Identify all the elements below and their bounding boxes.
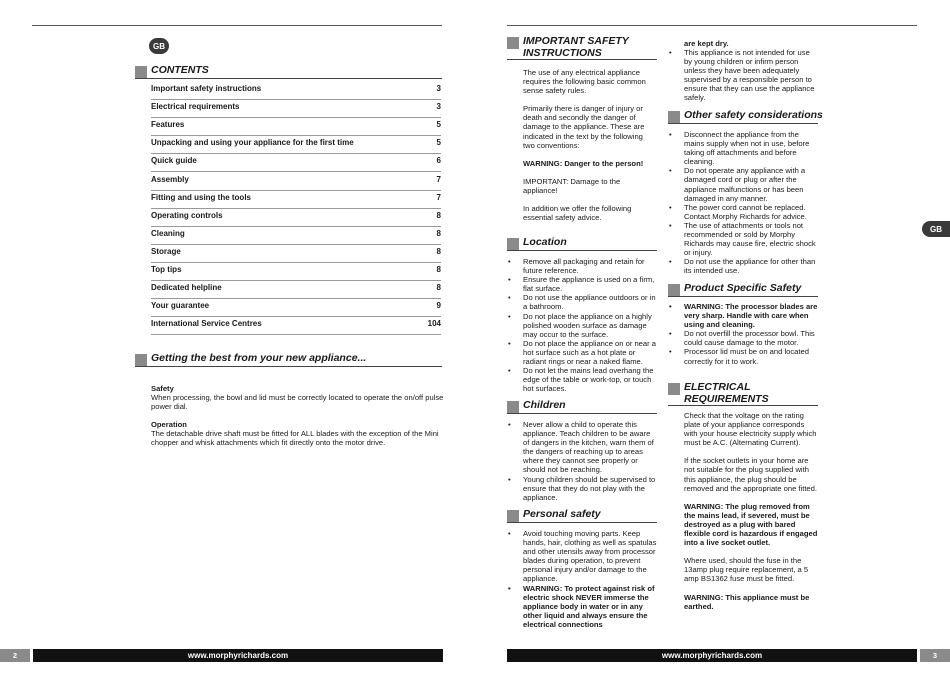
heading-square-icon [507, 401, 519, 413]
contents-heading [135, 65, 442, 79]
left-page-number: 2 [0, 649, 30, 662]
toc-row [151, 100, 441, 118]
other-heading [668, 109, 823, 124]
electrical-warning2: WARNING: This appliance must be earthed. [684, 592, 810, 611]
list-item: • Do not operate any appliance with a damaged cord or plug or after the appliance malfunctions or has been damaged in any manner. [669, 166, 819, 202]
toc-label: Features [151, 120, 185, 130]
list-item: • Never allow a child to operate this appliance. Teach children to be aware of dangers in the kitchen, warn them of the dangers of reaching up to areas where they cannot see properly or should not be reaching. [508, 420, 658, 475]
toc-label: Electrical requirements [151, 102, 240, 112]
toc-page-number: 3 [436, 84, 441, 93]
location-list [508, 257, 658, 393]
personal-heading [507, 509, 657, 523]
product-list [669, 302, 819, 366]
product-title: Product Specific Safety [684, 282, 802, 294]
list-item: • Processor lid must be on and located correctly for it to work. [669, 347, 819, 365]
toc-row [151, 154, 441, 172]
electrical-p1: Check that the voltage on the rating plate of your appliance corresponds with your house electricity supply which must be A.C. (Alternating Current). [684, 411, 817, 448]
toc-row [151, 191, 441, 209]
list-item: • Do not place the appliance on or near a hot surface such as a hot plate or radiant rings or near a naked flame. [508, 339, 658, 366]
heading-square-icon [135, 354, 147, 366]
toc-row [151, 82, 441, 100]
list-item: • Do not let the mains lead overhang the edge of the table or work-top, or touch hot surfaces. [508, 366, 658, 393]
toc-row [151, 136, 441, 154]
important-p2: Primarily there is danger of injury or death and secondly the danger of damage to the appliance. These are indicated in the text by the following two conventions: [523, 104, 645, 150]
continued-text: are kept dry. [684, 39, 729, 48]
list-item: • Do not overfill the processor bowl. This could cause damage to the motor. [669, 329, 819, 347]
heading-square-icon [135, 66, 147, 78]
other-list [669, 130, 819, 276]
toc-label: Fitting and using the tools [151, 192, 251, 202]
continued-list [669, 48, 819, 103]
toc-page-number: 5 [436, 120, 441, 130]
electrical-warning1: WARNING: The plug removed from the mains lead, if severed, must be destroyed as a plug with bared flexible cord is hazardous if engaged into a live socket outlet. [684, 501, 818, 548]
children-title: Children [523, 399, 566, 411]
toc-row [151, 299, 441, 317]
toc-page-number: 8 [436, 265, 441, 274]
important-p4: In addition we offer the following essential safety advice. [523, 204, 632, 223]
toc-label: Cleaning [151, 228, 185, 238]
list-item: • Remove all packaging and retain for future reference. [508, 257, 658, 275]
language-badge-left: GB [149, 38, 169, 54]
toc-label: Your guarantee [151, 301, 210, 311]
toc-label: Assembly [151, 174, 189, 184]
toc-page-number: 3 [436, 102, 441, 112]
list-item: • Disconnect the appliance from the mains supply when not in use, before taking off attachments and before cleaning. [669, 130, 819, 166]
personal-title: Personal safety [523, 508, 601, 520]
heading-square-icon [668, 284, 680, 296]
right-page-number: 3 [920, 649, 950, 662]
toc-page-number: 8 [436, 246, 441, 256]
left-footer-url: www.morphyrichards.com [33, 649, 443, 662]
safety-heading: Safety [151, 384, 174, 393]
toc-label: Unpacking and using your appliance for the first time [151, 138, 354, 148]
toc-row [151, 245, 441, 263]
location-title: Location [523, 236, 567, 248]
list-item: • The use of attachments or tools not recommended or sold by Morphy Richards may cause fire, electric shock or injury. [669, 221, 819, 257]
best-heading [135, 353, 442, 367]
electrical-heading [668, 382, 818, 406]
toc-label: Important safety instructions [151, 84, 262, 93]
important-body [523, 68, 655, 222]
operation-section [151, 420, 446, 447]
safety-section [151, 384, 446, 411]
toc-row [151, 173, 441, 191]
operation-text: The detachable drive shaft must be fitted for ALL blades with the exception of the Mini chopper and whisk attachments which fit directly onto the motor drive. [151, 429, 439, 448]
electrical-title: ELECTRICAL REQUIREMENTS [684, 381, 769, 405]
toc-page-number: 9 [436, 301, 441, 311]
important-heading [507, 36, 657, 60]
language-side-tab: GB [922, 221, 950, 237]
toc-row [151, 263, 441, 281]
location-heading [507, 237, 657, 251]
children-list [508, 420, 658, 502]
list-item: • The power cord cannot be replaced. Contact Morphy Richards for advice. [669, 203, 819, 221]
list-item: • WARNING: The processor blades are very sharp. Handle with care when using and cleaning. [669, 302, 819, 329]
list-item: • Ensure the appliance is used on a firm, flat surface. [508, 275, 658, 293]
contents-title: CONTENTS [151, 64, 209, 76]
list-item: • Avoid touching moving parts. Keep hands, hair, clothing as well as spatulas and other utensils away from processor blades during operation, to prevent personal injury and/or damage to the appliance. [508, 529, 658, 584]
important-p3: IMPORTANT: Damage to the appliance! [523, 176, 621, 195]
toc-row [151, 317, 441, 335]
important-warning: WARNING: Danger to the person! [523, 158, 644, 168]
other-title: Other safety considerations [684, 109, 823, 121]
heading-square-icon [668, 383, 680, 395]
toc-page-number: 104 [427, 319, 441, 329]
list-item: • This appliance is not intended for use by young children or infirm person unless they have been adequately supervised by a responsible person to ensure that they can use the appliance safely. [669, 48, 819, 103]
toc-label: Storage [151, 246, 181, 256]
right-top-rule [507, 25, 917, 26]
toc-page-number: 7 [436, 174, 441, 184]
list-item: • Do not use the appliance outdoors or in a bathroom. [508, 293, 658, 311]
best-title: Getting the best from your new appliance... [151, 352, 367, 364]
toc-page-number: 8 [436, 210, 441, 220]
heading-square-icon [507, 37, 519, 49]
toc-label: Top tips [151, 265, 182, 274]
heading-square-icon [507, 510, 519, 522]
toc-row [151, 281, 441, 299]
toc-page-number: 5 [436, 138, 441, 148]
list-item: • Do not use the appliance for other than its intended use. [669, 257, 819, 275]
toc-label: Quick guide [151, 156, 197, 166]
toc-label: Operating controls [151, 210, 223, 220]
toc-label: International Service Centres [151, 319, 262, 329]
right-footer-url: www.morphyrichards.com [507, 649, 917, 662]
toc-page-number: 7 [436, 192, 441, 202]
important-title: IMPORTANT SAFETY INSTRUCTIONS [523, 35, 629, 59]
list-item: • Do not place the appliance on a highly polished wooden surface as damage may occur to the surface. [508, 312, 658, 339]
toc-label: Dedicated helpline [151, 283, 222, 293]
heading-square-icon [507, 238, 519, 250]
toc-page-number: 6 [436, 156, 441, 166]
toc-row [151, 227, 441, 245]
toc-row [151, 209, 441, 227]
left-top-rule [32, 25, 442, 26]
electrical-body [684, 411, 818, 611]
electrical-p3: Where used, should the fuse in the 13amp plug require replacement, a 5 amp BS1362 fuse must be fitted. [684, 556, 809, 584]
toc-page-number: 8 [436, 228, 441, 238]
operation-heading: Operation [151, 420, 187, 429]
list-item: • Young children should be supervised to ensure that they do not play with the appliance. [508, 475, 658, 502]
toc-page-number: 8 [436, 283, 441, 293]
personal-list [508, 529, 658, 629]
heading-square-icon [668, 111, 680, 123]
safety-text: When processing, the bowl and lid must be correctly located to operate the on/off pulse power dial. [151, 393, 444, 412]
important-p1: The use of any electrical appliance requires the following basic common sense safety rules. [523, 68, 646, 96]
children-heading [507, 400, 657, 414]
toc-row [151, 118, 441, 136]
electrical-p2: If the socket outlets in your home are not suitable for the plug supplied with this appliance, the plug should be removed and the appropriate one fitted. [684, 456, 817, 493]
list-item: • WARNING: To protect against risk of electric shock NEVER immerse the appliance body in water or in any other liquid and always ensure the electrical connections [508, 584, 658, 629]
product-heading [668, 283, 818, 297]
